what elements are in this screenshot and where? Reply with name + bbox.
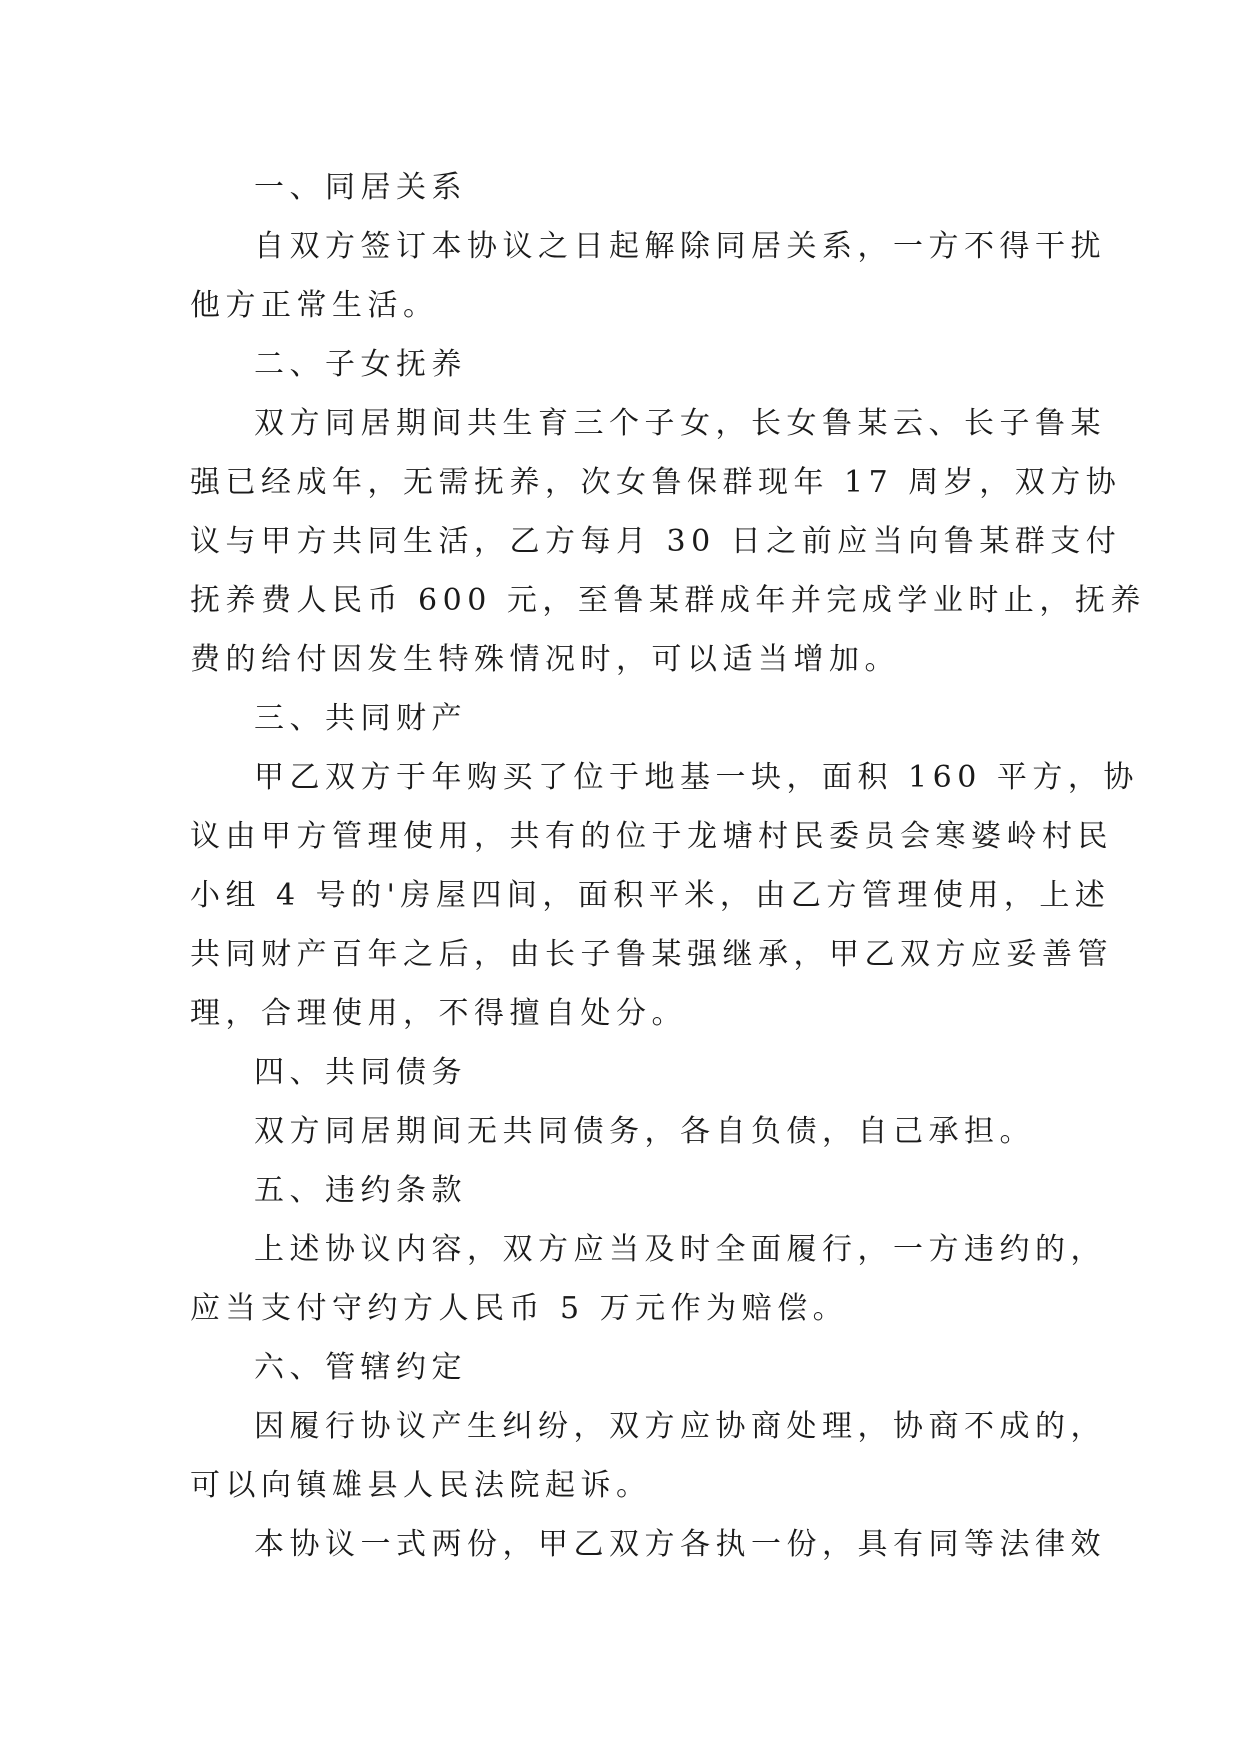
paragraph-line: 双方同居期间共生育三个子女，长女鲁某云、长子鲁某	[254, 406, 1106, 441]
paragraph-line: 共同财产百年之后，由长子鲁某强继承，甲乙双方应妥善管	[190, 937, 1113, 972]
paragraph-line: 双方同居期间无共同债务，各自负债，自己承担。	[254, 1114, 1035, 1149]
document-body	[190, 158, 1146, 1574]
section-heading-breach-clause: 五、违约条款	[254, 1173, 467, 1208]
section-heading-child-support: 二、子女抚养	[254, 347, 467, 382]
paragraph-line: 理，合理使用，不得擅自处分。	[190, 996, 687, 1031]
paragraph-line: 小组 4 号的'房屋四间，面积平米，由乙方管理使用，上述	[190, 878, 1111, 913]
paragraph-line: 可以向镇雄县人民法院起诉。	[190, 1468, 652, 1503]
section-heading-joint-property: 三、共同财产	[254, 701, 467, 736]
paragraph-line: 费的给付因发生特殊情况时，可以适当增加。	[190, 642, 900, 677]
paragraph-line: 议与甲方共同生活，乙方每月 30 日之前应当向鲁某群支付	[190, 524, 1122, 559]
paragraph-line: 强已经成年，无需抚养，次女鲁保群现年 17 周岁，双方协	[190, 465, 1122, 500]
paragraph-line: 甲乙双方于年购买了位于地基一块，面积 160 平方，协	[254, 760, 1139, 795]
section-heading-joint-debt: 四、共同债务	[254, 1055, 467, 1090]
paragraph-line: 他方正常生活。	[190, 288, 439, 323]
paragraph-line: 抚养费人民币 600 元，至鲁某群成年并完成学业时止，抚养	[190, 583, 1146, 618]
paragraph-line: 因履行协议产生纠纷，双方应协商处理，协商不成的，	[254, 1409, 1106, 1444]
section-heading-jurisdiction: 六、管辖约定	[254, 1350, 467, 1385]
paragraph-line: 自双方签订本协议之日起解除同居关系，一方不得干扰	[254, 229, 1106, 264]
paragraph-line: 议由甲方管理使用，共有的位于龙塘村民委员会寒婆岭村民	[190, 819, 1113, 854]
section-heading-cohabitation: 一、同居关系	[254, 170, 467, 205]
paragraph-line: 上述协议内容，双方应当及时全面履行，一方违约的，	[254, 1232, 1106, 1267]
paragraph-line: 应当支付守约方人民币 5 万元作为赔偿。	[190, 1291, 849, 1326]
paragraph-line: 本协议一式两份，甲乙双方各执一份，具有同等法律效	[254, 1527, 1106, 1562]
